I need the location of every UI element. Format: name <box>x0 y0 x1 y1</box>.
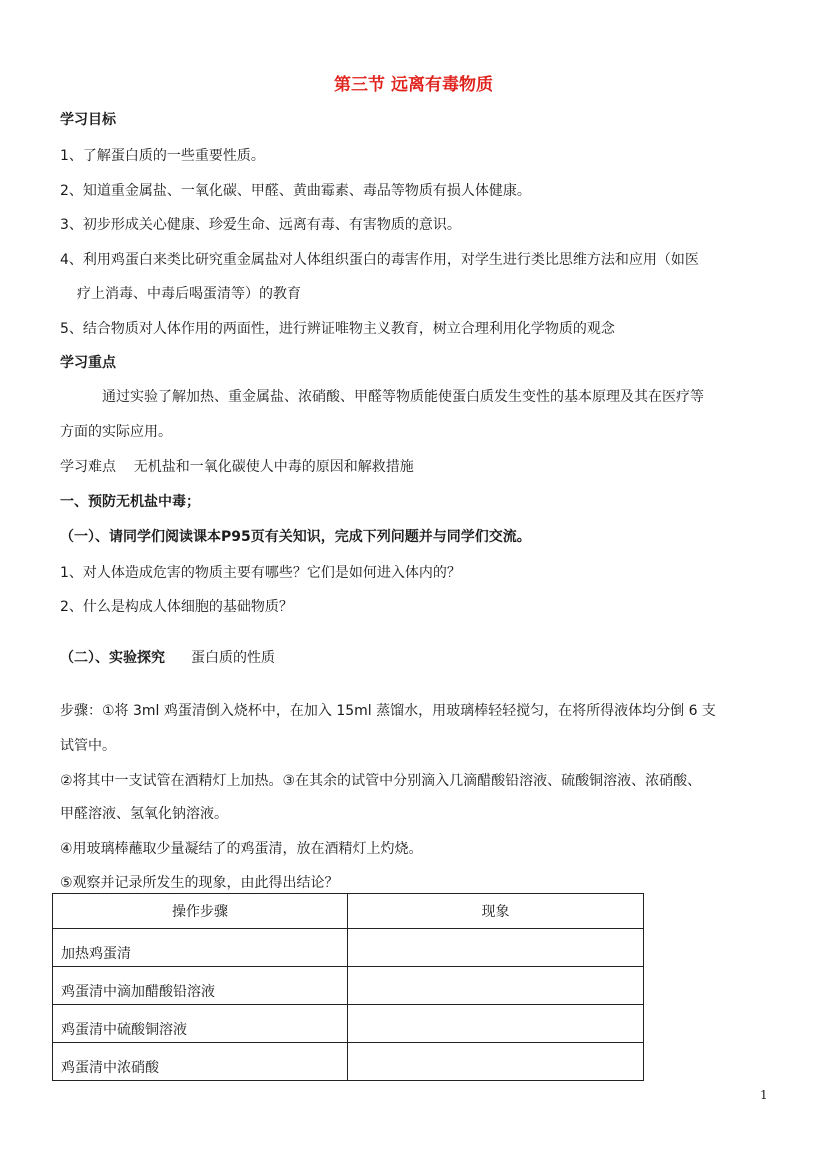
question-item: 1、对人体造成危害的物质主要有哪些？它们是如何进入体内的？ <box>60 565 461 581</box>
step-line: 步骤：①将 3ml 鸡蛋清倒入烧杯中，在加入 15ml 蒸馏水，用玻璃棒轻轻搅匀，在将所得液体均分倒 6 支 <box>60 703 716 719</box>
objectives-heading: 学习目标 <box>60 112 116 128</box>
objective-item: 3、初步形成关心健康、珍爱生命、远离有毒、有害物质的意识。 <box>60 217 461 233</box>
table-row <box>53 1005 644 1043</box>
step-line: 试管中。 <box>60 738 116 754</box>
table-cell-phenomenon <box>348 1043 644 1081</box>
table-header-row <box>53 894 644 929</box>
experiment-heading <box>60 648 275 668</box>
step-line: ⑤观察并记录所发生的现象，由此得出结论？ <box>60 875 339 891</box>
table-cell-phenomenon <box>348 1005 644 1043</box>
section-heading: 一、预防无机盐中毒； <box>60 494 200 510</box>
focus-paragraph-continued: 方面的实际应用。 <box>60 424 172 440</box>
difficulty-line: 学习难点 无机盐和一氧化碳使人中毒的原因和解救措施 <box>60 459 414 475</box>
column-header-phenomenon: 现象 <box>348 894 644 929</box>
step-line: ④用玻璃棒蘸取少量凝结了的鸡蛋清，放在酒精灯上灼烧。 <box>60 841 423 857</box>
observation-table <box>52 893 644 1081</box>
objective-item: 1、了解蛋白质的一些重要性质。 <box>60 148 265 164</box>
page-title: 第三节 远离有毒物质 <box>334 75 493 95</box>
focus-paragraph: 通过实验了解加热、重金属盐、浓硝酸、甲醛等物质能使蛋白质发生变性的基本原理及其在医疗等 <box>102 389 704 405</box>
subsection-heading: （一）、请同学们阅读课本P95页有关知识，完成下列问题并与同学们交流。 <box>60 529 531 545</box>
step-line: 甲醛溶液、氢氧化钠溶液。 <box>60 806 228 822</box>
page-number: 1 <box>760 1088 768 1102</box>
objective-item: 4、利用鸡蛋白来类比研究重金属盐对人体组织蛋白的毒害作用，对学生进行类比思维方法和应用（如医 <box>60 252 699 268</box>
table-cell-step: 鸡蛋清中硫酸铜溶液 <box>53 1005 348 1043</box>
column-header-step: 操作步骤 <box>53 894 348 929</box>
table-cell-phenomenon <box>348 967 644 1005</box>
step-line: ②将其中一支试管在酒精灯上加热。③在其余的试管中分别滴入几滴醋酸铅溶液、硫酸铜溶液、浓硝酸、 <box>60 773 702 789</box>
table-row <box>53 967 644 1005</box>
table-row <box>53 1043 644 1081</box>
table-cell-step: 加热鸡蛋清 <box>53 929 348 967</box>
experiment-topic: 蛋白质的性质 <box>191 650 275 666</box>
table-cell-step: 鸡蛋清中滴加醋酸铅溶液 <box>53 967 348 1005</box>
question-item: 2、什么是构成人体细胞的基础物质？ <box>60 599 293 615</box>
focus-heading: 学习重点 <box>60 355 116 371</box>
table-cell-step: 鸡蛋清中浓硝酸 <box>53 1043 348 1081</box>
table-cell-phenomenon <box>348 929 644 967</box>
experiment-heading-label: （二）、实验探究 <box>60 650 165 666</box>
objective-item: 5、结合物质对人体作用的两面性，进行辨证唯物主义教育，树立合理利用化学物质的观念 <box>60 321 615 337</box>
table-row <box>53 929 644 967</box>
objective-item: 2、知道重金属盐、一氧化碳、甲醛、黄曲霉素、毒品等物质有损人体健康。 <box>60 183 531 199</box>
objective-item-continued: 疗上消毒、中毒后喝蛋清等）的教育 <box>77 286 301 302</box>
